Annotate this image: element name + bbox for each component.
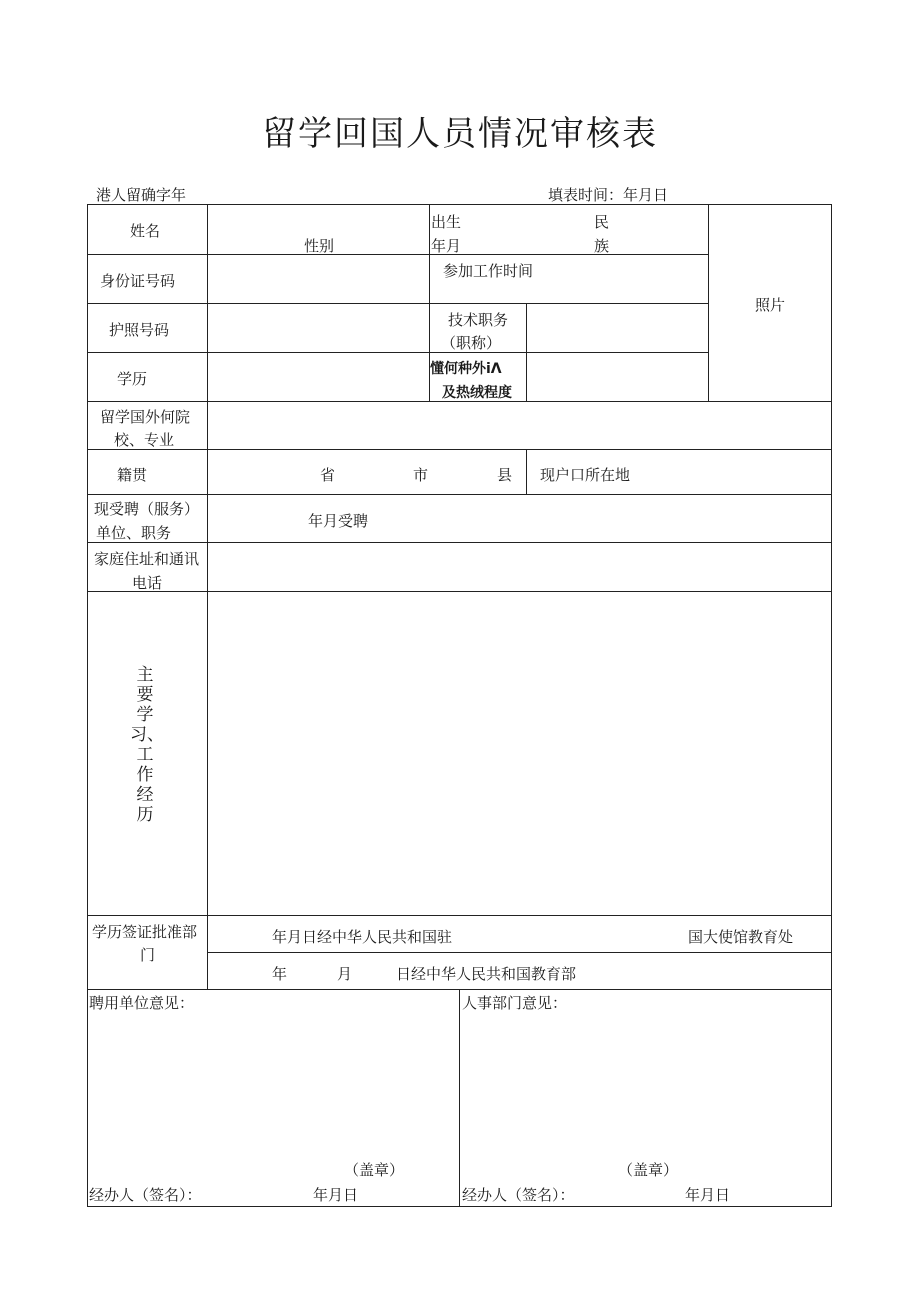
address-label-1: 家庭住址和通讯 [94, 550, 200, 568]
table-border-top [87, 204, 832, 205]
column-divider [526, 303, 527, 401]
name-label: 姓名 [130, 222, 161, 240]
ethnicity-label-2: 族 [594, 237, 610, 255]
employer-date: 年月日 [313, 1186, 359, 1204]
tech-title-label-1: 技术职务 [448, 311, 509, 329]
employment-date: 年月受聘 [308, 512, 369, 530]
certification-label-2: 门 [140, 946, 156, 964]
id-number-label: 身份证号码 [100, 272, 176, 290]
hr-handler-label: 经办人（签名）： [462, 1186, 575, 1204]
ministry-line-month: 月 [337, 965, 353, 983]
row-divider [87, 303, 708, 304]
serial-number: 港人留确字年 [96, 186, 187, 204]
employment-label-2: 单位、职务 [96, 524, 172, 542]
employer-seal: （盖章） [344, 1161, 405, 1179]
table-border-right [831, 204, 832, 1206]
birth-label-2: 年月 [431, 237, 462, 255]
row-divider [87, 542, 832, 543]
table-border-bottom [87, 1206, 832, 1207]
ministry-line-text: 日经中华人民共和国教育部 [396, 965, 577, 983]
passport-label: 护照号码 [109, 321, 170, 339]
ministry-line-year: 年 [272, 965, 288, 983]
row-divider [87, 254, 708, 255]
employment-label-1: 现受聘（服务） [94, 500, 200, 518]
embassy-line-left: 年月日经中华人民共和国驻 [272, 928, 453, 946]
address-label-2: 电话 [132, 574, 163, 592]
hr-date: 年月日 [685, 1186, 731, 1204]
city-label: 市 [413, 466, 429, 484]
education-label: 学历 [117, 370, 148, 388]
hr-seal: （盖章） [618, 1161, 679, 1179]
employer-handler-label: 经办人（签名）： [89, 1186, 202, 1204]
county-label: 县 [497, 466, 513, 484]
photo-placeholder: 照片 [755, 296, 786, 314]
history-label: 主要学习、工作经历 [130, 665, 164, 825]
hr-opinion-label: 人事部门意见： [462, 994, 568, 1012]
page-title: 留学回国人员情况审核表 [262, 114, 658, 154]
opinion-column-divider [459, 989, 460, 1206]
label-column-divider [207, 204, 208, 989]
school-label-2: 校、专业 [114, 431, 175, 449]
birth-label-1: 出生 [431, 213, 462, 231]
language-label-1: 懂何种外iΛ [430, 361, 502, 377]
gender-label: 性别 [304, 237, 335, 255]
hukou-label: 现户口所在地 [540, 466, 631, 484]
row-divider [87, 352, 708, 353]
ethnicity-label-1: 民 [594, 213, 610, 231]
fill-date: 填表时间：年月日 [548, 186, 669, 204]
school-label-1: 留学国外何院 [100, 408, 191, 426]
row-divider [87, 449, 832, 450]
province-label: 省 [320, 466, 336, 484]
certification-label-1: 学历签证批准部 [92, 923, 198, 941]
row-divider [87, 591, 832, 592]
work-start-label: 参加工作时间 [443, 262, 534, 280]
row-divider [87, 494, 832, 495]
employer-opinion-label: 聘用单位意见： [89, 994, 195, 1012]
table-border-left [87, 204, 88, 1206]
row-divider [207, 952, 832, 953]
language-label-2: 及热绒程度 [442, 385, 512, 401]
native-place-label: 籍贯 [117, 466, 148, 484]
column-divider [526, 449, 527, 494]
row-divider [87, 915, 832, 916]
embassy-line-right: 国大使馆教育处 [688, 928, 794, 946]
photo-column-divider [708, 204, 709, 401]
tech-title-label-2: （职称） [441, 334, 502, 352]
